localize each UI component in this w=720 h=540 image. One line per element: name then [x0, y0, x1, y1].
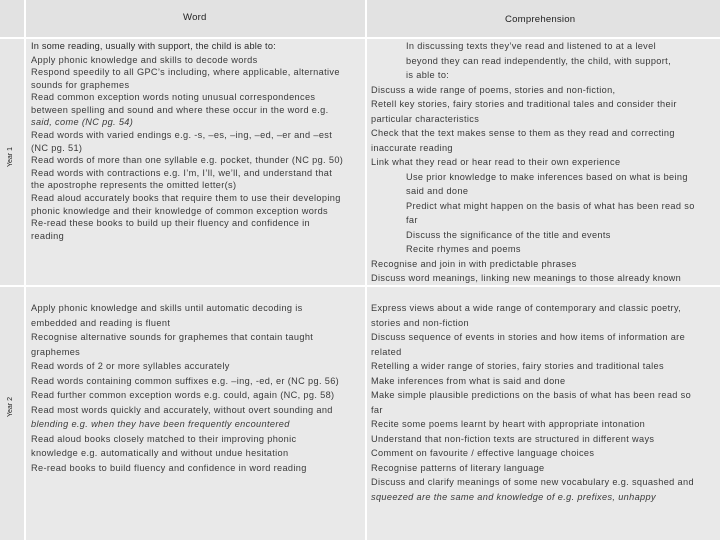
year-1-word-line: Re-read these books to build up their fluency and confidence in — [31, 218, 310, 229]
year-1-comprehension-cell — [367, 39, 720, 285]
year-2-comprehension-line: Understand that non-fiction texts are structured in different ways — [371, 433, 655, 444]
year-1-word-line: reading — [31, 230, 65, 241]
year-1-word-line: Read words with varied endings e.g. -s, –es, –ing, –ed, –er and –est — [31, 130, 333, 141]
year-2-comprehension-line: Recite some poems learnt by heart with appropriate intonation — [371, 419, 646, 429]
year-1-comprehension-line: Predict what might happen on the basis of what has been read so — [406, 200, 695, 211]
year-1-word-line: Respond speedily to all GPC’s including, where applicable, alternative — [31, 67, 340, 78]
year-2-comprehension-line: Discuss sequence of events in stories and how items of information are — [371, 332, 686, 342]
year-2-word-line: knowledge e.g. automatically and without undue hesitation — [31, 448, 289, 458]
year-2-word-line: Apply phonic knowledge and skills until automatic decoding is — [31, 303, 303, 313]
year-1-word-line: phonic knowledge and their knowledge of common exception words — [31, 205, 328, 216]
year-1-comprehension-line: Recognise and join in with predictable phrases — [371, 258, 577, 269]
year-1-word-line: Read words of more than one syllable e.g. pocket, thunder (NC pg. 50) — [31, 155, 344, 166]
year-1-word-line: Apply phonic knowledge and skills to decode words — [31, 54, 258, 65]
year-2-comprehension-line: stories and non-fiction — [371, 317, 469, 328]
header-corner-cell — [0, 0, 24, 37]
year-1-word-line: Read common exception words noting unusual correspondences — [31, 92, 316, 103]
year-2-word-line: graphemes — [31, 346, 81, 357]
year-1-label-cell — [0, 39, 24, 285]
year-1-comprehension-line: Discuss word meanings, linking new meanings to those already known — [371, 273, 682, 283]
year-2-word-line: Read words containing common suffixes e.g. –ing, -ed, er (NC pg. 56) — [31, 375, 340, 386]
year-2-word-cell — [26, 287, 365, 540]
year-1-word-cell — [26, 39, 365, 285]
year-2-comprehension-line: Make simple plausible predictions on the basis of what has been read so — [371, 390, 692, 400]
year-1-comprehension-line: Use prior knowledge to make inferences based on what is being — [406, 171, 688, 182]
year-1-comprehension-intro: In discussing texts they’ve read and listened to at a level — [406, 41, 656, 51]
year-2-word-line: embedded and reading is fluent — [31, 317, 171, 328]
year-2-word-line: Read further common exception words e.g. could, again (NC, pg. 58) — [31, 390, 335, 400]
header-comprehension-cell — [367, 0, 720, 37]
year-1-comprehension-line: Retell key stories, fairy stories and traditional tales and consider their — [371, 99, 677, 109]
year-2-comprehension-line: Discuss and clarify meanings of some new vocabulary e.g. squashed and — [371, 477, 694, 487]
year-2-word-line: blending e.g. when they have been frequently encountered — [31, 419, 290, 429]
year-2-label-cell — [0, 287, 24, 540]
year-2-word-list — [31, 301, 339, 475]
year-2-word-line: Re-read books to build fluency and confidence in word reading — [31, 462, 307, 473]
year-1-word-line: between spelling and sound and where these occur in the word e.g. — [31, 104, 329, 115]
year-2-comprehension-line: Retelling a wider range of stories, fairy stories and traditional tales — [371, 361, 664, 371]
year-1-comprehension-line: Discuss a wide range of poems, stories and non-fiction, — [371, 84, 616, 95]
year-1-comprehension-intro: beyond they can read independently, the child, with support, — [406, 55, 671, 66]
year-2-comprehension-line: Recognise patterns of literary language — [371, 462, 545, 473]
year-2-comprehension-line: Make inferences from what is said and done — [371, 375, 566, 386]
year-1-comprehension-line: particular characteristics — [371, 113, 480, 124]
year-1-comprehension-line: Check that the text makes sense to them as they read and correcting — [371, 128, 675, 138]
year-2-comprehension-line: far — [371, 404, 383, 415]
year-1-comprehension-line: inaccurate reading — [371, 142, 453, 153]
year-1-comprehension-list — [371, 39, 695, 285]
year-2-comprehension-cell — [367, 287, 720, 540]
year-1-word-line: Read words with contractions e.g. I’m, I’ll, we’ll, and understand that — [31, 167, 333, 178]
word-column-header: Word — [183, 12, 207, 23]
year-1-word-intro: In some reading, usually with support, the child is able to: — [31, 41, 276, 51]
year-1-comprehension-intro: is able to: — [406, 70, 450, 80]
year-1-word-line: Read aloud accurately books that require them to use their developing — [31, 193, 341, 204]
year-2-word-line: Read words of 2 or more syllables accurately — [31, 361, 230, 371]
year-1-word-list — [31, 39, 343, 242]
year-2-word-line: Read aloud books closely matched to their improving phonic — [31, 433, 297, 444]
year-1-comprehension-line: far — [406, 215, 418, 225]
year-1-word-line: the apostrophe represents the omitted letter(s) — [31, 180, 237, 191]
year-1-label: Year 1 — [7, 147, 14, 167]
year-1-word-line: said, come (NC pg. 54) — [31, 117, 134, 128]
comprehension-column-header: Comprehension — [505, 14, 576, 25]
year-2-word-line: Recognise alternative sounds for graphemes that contain taught — [31, 332, 314, 342]
year-1-comprehension-line: Recite rhymes and poems — [406, 244, 521, 254]
year-2-comprehension-line: Express views about a wide range of contemporary and classic poetry, — [371, 303, 682, 313]
year-1-comprehension-line: Link what they read or hear read to their own experience — [371, 157, 621, 167]
year-2-comprehension-list — [371, 301, 694, 504]
year-1-comprehension-line: said and done — [406, 186, 469, 196]
year-2-comprehension-line: squeezed are the same and knowledge of e.g. prefixes, unhappy — [371, 491, 656, 502]
year-1-comprehension-line: Discuss the significance of the title and events — [406, 229, 611, 240]
year-1-word-line: sounds for graphemes — [31, 79, 130, 90]
year-2-comprehension-line: related — [371, 346, 402, 357]
year-1-word-line: (NC pg. 51) — [31, 142, 83, 153]
year-2-label: Year 2 — [7, 397, 14, 417]
year-2-word-line: Read most words quickly and accurately, without overt sounding and — [31, 404, 333, 415]
header-word-cell — [26, 0, 365, 37]
year-2-comprehension-line: Comment on favourite / effective language choices — [371, 448, 595, 458]
